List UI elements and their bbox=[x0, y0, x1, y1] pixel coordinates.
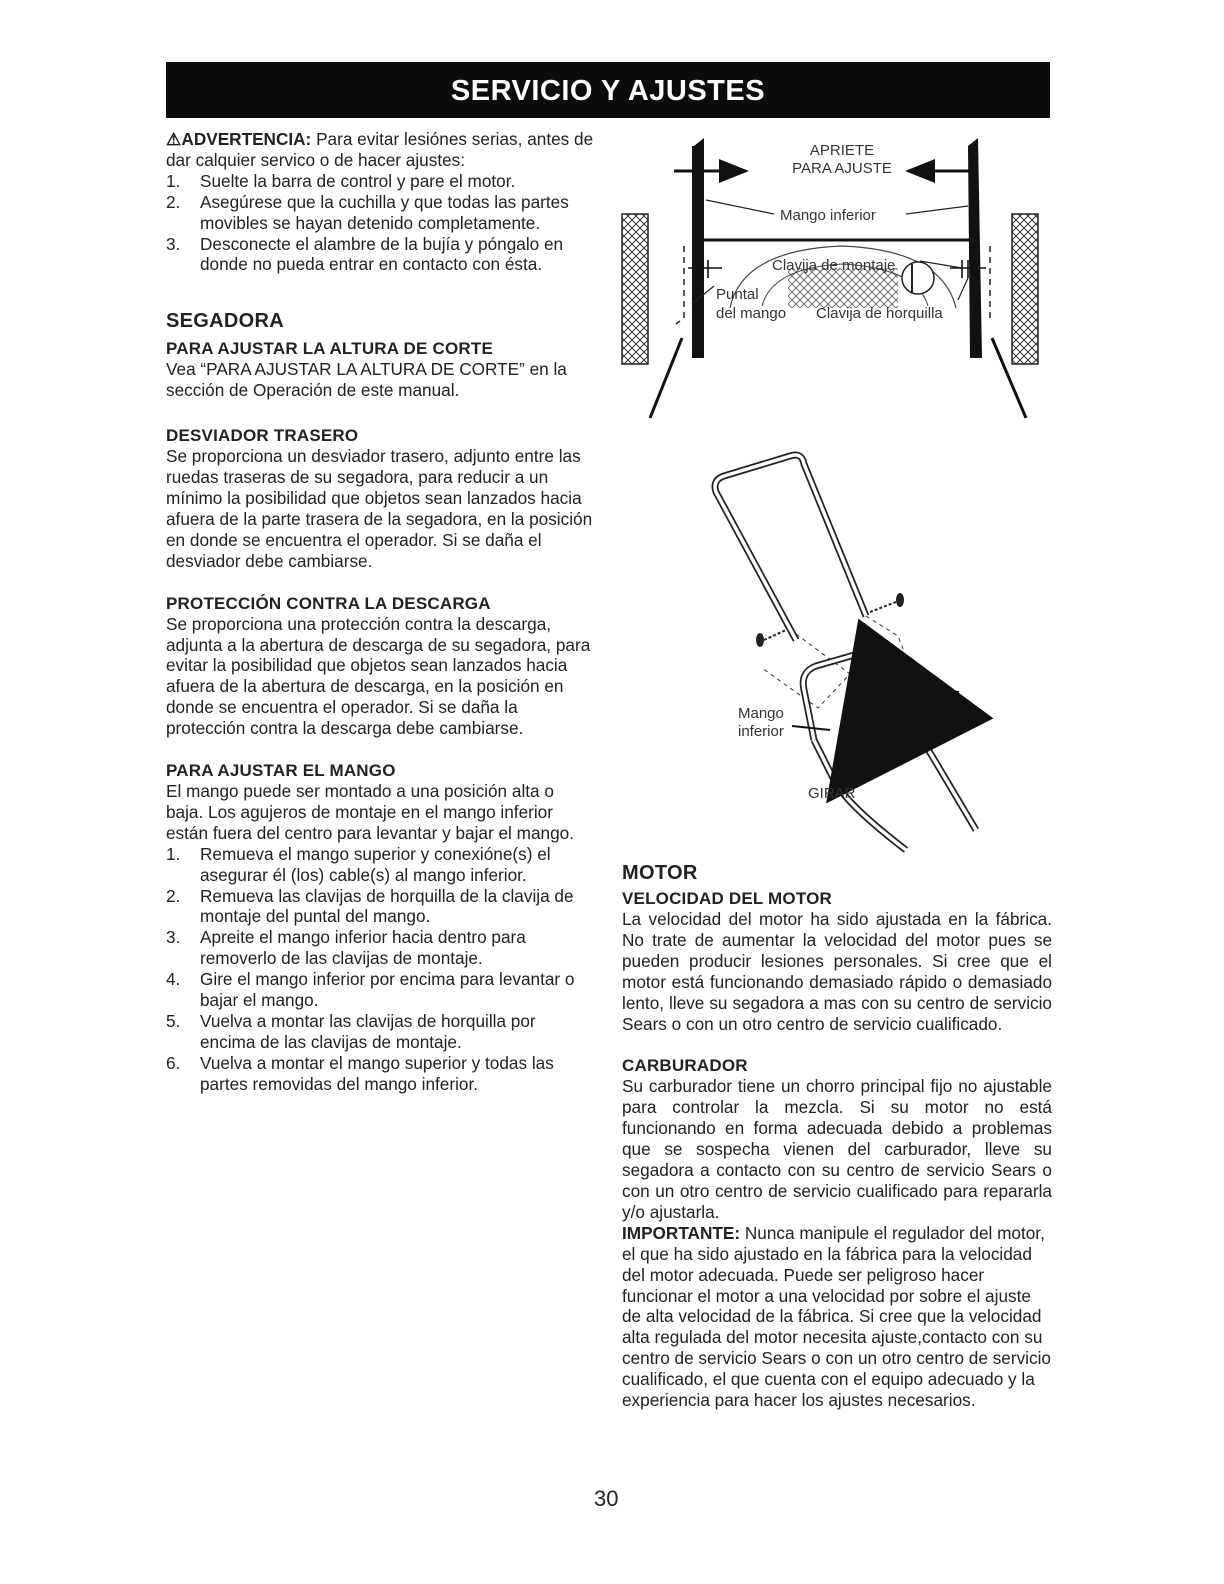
upper-handle bbox=[715, 455, 866, 640]
list-item: 1. Suelte la barra de control y pare el motor. bbox=[166, 170, 516, 191]
leader-mango-inferior-left bbox=[706, 200, 774, 214]
left-strut bbox=[676, 246, 684, 324]
fuel-cap bbox=[902, 262, 934, 294]
list-item: 6. Vuelva a montar el mango superior y todas las partes removidas del mango inferior. bbox=[166, 1052, 554, 1094]
left-screw-icon bbox=[756, 630, 786, 647]
warning-label: ADVERTENCIA: bbox=[181, 129, 312, 149]
list-item: 2. Asegúrese que la cuchilla y que todas las partes movibles se hayan detenido completamente. bbox=[166, 191, 569, 233]
label-del-mango: del mango bbox=[716, 305, 787, 322]
motor-heading: MOTOR bbox=[622, 862, 698, 884]
proteccion-heading: PROTECCIÓN CONTRA LA DESCARGA bbox=[166, 593, 491, 613]
altura-text: Vea “PARA AJUSTAR LA ALTURA DE CORTE” en la sección de Operación de este manual. bbox=[166, 359, 567, 401]
warning-triangle-icon: ⚠ bbox=[166, 129, 182, 149]
list-item: 3. Desconecte el alambre de la bujía y póngalo en donde no pueda entrar en contacto con ésta. bbox=[166, 233, 564, 275]
label-mango: Mango bbox=[738, 705, 784, 722]
list-item: 2. Remueva las clavijas de horquilla de la clavija de montaje del puntal del mango. bbox=[166, 885, 574, 927]
list-item: 3. Apreite el mango inferior hacia dentro para removerlo de las clavijas de montaje. bbox=[166, 927, 526, 969]
lower-handle bbox=[803, 650, 976, 830]
right-mounting-pin bbox=[950, 260, 986, 278]
leader-horquilla bbox=[958, 278, 968, 300]
label-apriete: APRIETE bbox=[809, 142, 875, 159]
velocidad-heading: VELOCIDAD DEL MOTOR bbox=[622, 889, 833, 908]
mango-heading: PARA AJUSTAR EL MANGO bbox=[166, 761, 396, 781]
mango-steps bbox=[166, 844, 594, 1095]
right-wheel bbox=[1012, 214, 1038, 364]
altura-heading: PARA AJUSTAR LA ALTURA DE CORTE bbox=[166, 339, 493, 359]
left-handle-lower bbox=[650, 338, 682, 418]
page-number: 30 bbox=[594, 1486, 619, 1511]
desviador-heading: DESVIADOR TRASERO bbox=[166, 426, 359, 446]
handle-mount-diagram bbox=[612, 128, 1052, 428]
velocidad-text: La velocidad del motor ha sido ajustada en la fábrica. No trate de aumentar la velocidad del motor pues se pueden producir lesiones personales. Si cree que el motor está funcionando demasiado rápido o demasiado lento, lleve su segadora a mas con su centro de servicio Sears o con un otro centro de servicio cualificado. bbox=[622, 909, 1052, 1034]
label-clavija-montaje: Clavija de montaje bbox=[772, 257, 896, 274]
banner-title: SERVICIO Y AJUSTES bbox=[450, 75, 766, 107]
left-wheel bbox=[622, 214, 648, 364]
engine-grille bbox=[788, 268, 898, 308]
label-mango-inferior: Mango inferior bbox=[780, 207, 876, 224]
list-item: 1. Remueva el mango superior y conexióne(s) el asegurar él (los) cable(s) al mango inferior. bbox=[166, 843, 551, 885]
warning-steps bbox=[166, 171, 594, 276]
warning-paragraph bbox=[166, 129, 594, 171]
dashed-guide-right bbox=[850, 616, 912, 674]
upper-handle-inner bbox=[715, 455, 866, 640]
list-item: 4. Gire el mango inferior por encima para levantar o bajar el mango. bbox=[166, 969, 575, 1011]
desviador-text: Se proporciona un desviador trasero, adjunto entre las ruedas traseras de su segadora, para reducir a un mínimo la posibilidad que objetos sean lanzados hacia afuera de la parte trasera de la segadora, en la posición en donde se encuentra el operador. Si se daña el desviador debe cambiarse. bbox=[166, 446, 593, 571]
proteccion-text: Se proporciona una protección contra la descarga, adjunta a la abertura de descarga de su segadora, para evitar la posibilidad que objetos sean lanzados hacia afuera de la abertura de descarga, en la posición en donde se encuentra el operador. Si se daña la protección contra la descarga debe cambiarse. bbox=[166, 613, 591, 739]
list-item: 5. Vuelva a montar las clavijas de horquilla por encima de las clavijas de montaje. bbox=[166, 1011, 536, 1052]
warning-text: Para evitar lesiónes serias, antes de dar calquier servico o de hacer ajustes: bbox=[166, 129, 594, 170]
label-inferior: inferior bbox=[738, 723, 784, 740]
label-girar: GIRAR bbox=[808, 785, 856, 802]
important-label: IMPORTANTE: bbox=[622, 1222, 741, 1243]
right-column bbox=[622, 861, 1052, 1411]
carburador-text: Su carburador tiene un chorro principal fijo no ajustable para controlar la mezcla. Si su motor no está funcionando en forma adecuada debido a problemas que se sospecha vienen del carburador, lleve su segadora a contacto con su centro de servicio Sears o con un otro centro de servicio cualificado para repararla y/o ajustarla. bbox=[622, 1076, 1052, 1222]
lower-handle-inner bbox=[803, 650, 976, 830]
page-banner bbox=[166, 62, 1050, 118]
segadora-heading: SEGADORA bbox=[166, 310, 284, 333]
carburador-heading: CARBURADOR bbox=[622, 1056, 748, 1076]
label-para-ajuste: PARA AJUSTE bbox=[792, 160, 892, 177]
handle-rotate-diagram bbox=[700, 440, 1020, 860]
mango-text: El mango puede ser montado a una posición alta o baja. Los agujeros de montaje en el mango inferior están fuera del centro para levantar y bajar el mango. bbox=[166, 781, 574, 843]
label-puntal: Puntal bbox=[716, 286, 759, 303]
label-clavija-horquilla: Clavija de horquilla bbox=[816, 305, 943, 322]
right-screw-icon bbox=[870, 593, 904, 612]
important-paragraph bbox=[622, 1223, 1052, 1411]
important-text: Nunca manipule el regulador del motor, el que ha sido ajustado en la fábrica para la velocidad del motor adecuada. Puede ser peligroso hacer funcionar el motor a una velocidad por sobre el ajuste de alta velocidad de la fábrica. Si cree que la velocidad alta regulada del motor necesita ajuste,contacto con su centro de servicio Sears o con un otro centro de servicio cualificado, el que cuenta con el equipo adecuado y la experiencia para hacer los ajustes necesarios. bbox=[622, 1222, 1051, 1411]
left-column bbox=[166, 129, 594, 1095]
leader-mango-inferior-right bbox=[906, 206, 968, 214]
